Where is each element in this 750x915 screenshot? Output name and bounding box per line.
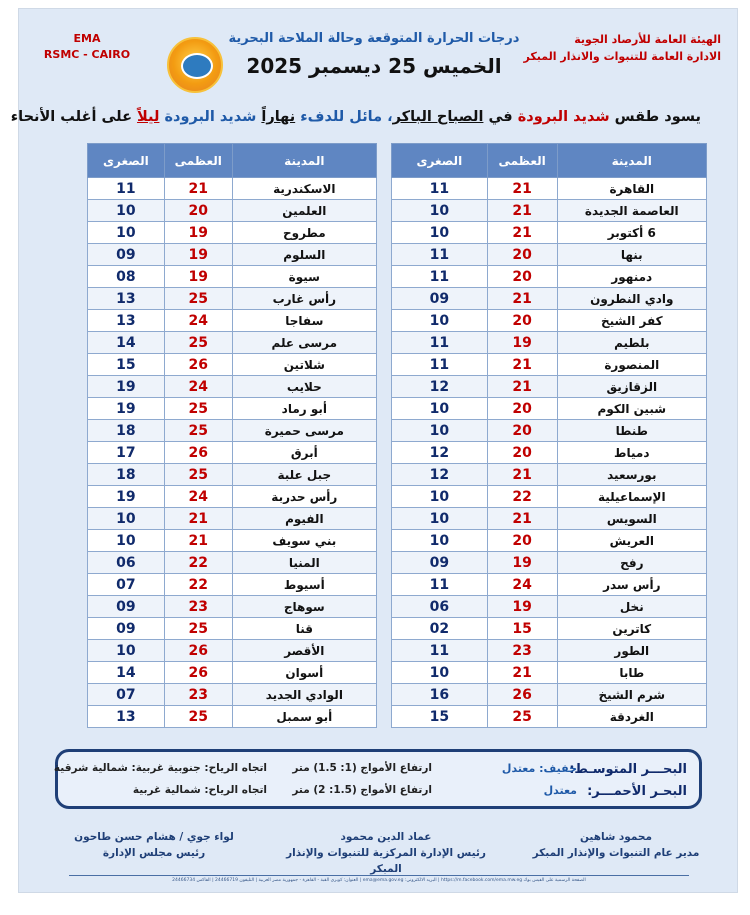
table-row (88, 288, 377, 310)
max-temp-cell: 21 (487, 376, 557, 398)
min-temp-cell: 10 (392, 486, 488, 508)
sea-conditions-box (55, 749, 702, 809)
city-cell: شلاتين (232, 354, 376, 376)
headline-part: نهاراً (261, 109, 296, 125)
table-row (392, 596, 707, 618)
city-cell: العلمين (232, 200, 376, 222)
min-temp-cell: 14 (88, 662, 165, 684)
table-row (392, 662, 707, 684)
max-temp-cell: 25 (487, 706, 557, 728)
min-temp-cell: 10 (88, 530, 165, 552)
min-temp-cell: 10 (88, 508, 165, 530)
mediterranean-label: البحـــر المتوسـط: (569, 762, 687, 777)
city-cell: مرسى علم (232, 332, 376, 354)
max-temp-cell: 26 (164, 354, 232, 376)
min-temp-cell: 09 (392, 552, 488, 574)
table-row (88, 398, 377, 420)
table-row (392, 398, 707, 420)
min-temp-cell: 10 (392, 398, 488, 420)
max-temp-cell: 25 (164, 420, 232, 442)
max-temp-cell: 25 (164, 618, 232, 640)
min-temp-cell: 10 (392, 222, 488, 244)
authority-line-1: الهيئة العامة للأرصاد الجوية (574, 33, 721, 46)
headline-part: شديد البرودة (517, 109, 610, 125)
max-temp-cell: 20 (487, 244, 557, 266)
city-cell: كاترين (557, 618, 706, 640)
rsmc-label: RSMC - CAIRO (43, 48, 131, 61)
table-row (392, 310, 707, 332)
table-row (392, 376, 707, 398)
table-row (88, 376, 377, 398)
table-row (88, 596, 377, 618)
red-sea-label: البحـر الأحمـــر: (587, 784, 687, 799)
signature-title: رئيس الإدارة المركزية للتنبوات والإنذار المبكر (286, 847, 486, 875)
city-cell: بورسعيد (557, 464, 706, 486)
city-cell: سوهاج (232, 596, 376, 618)
table-row (392, 618, 707, 640)
city-column-header: المدينة (232, 144, 376, 178)
footer-contact-line: الصفحة الرسمية على الفيس بوك https://m.facebook.com/ema.mw.eg | البريد الالكتروني: ema@ema.gov.eg | العنوان: كوبري القبة - القاهرة - جمهورية مصر العربية | التليفون 24466719 | الفاكس 24466734 (69, 875, 689, 883)
forecast-sheet (10, 8, 738, 893)
city-cell: الغردقة (557, 706, 706, 728)
table-row (88, 552, 377, 574)
min-temp-cell: 14 (88, 332, 165, 354)
max-temp-cell: 19 (164, 222, 232, 244)
max-column-header: العظمى (164, 144, 232, 178)
max-temp-cell: 19 (487, 332, 557, 354)
signature-title: مدير عام التنبوات والإنذار المبكر (532, 847, 700, 859)
table-row (392, 486, 707, 508)
max-temp-cell: 22 (164, 552, 232, 574)
city-cell: شبين الكوم (557, 398, 706, 420)
max-temp-cell: 19 (487, 552, 557, 574)
max-temp-cell: 24 (164, 310, 232, 332)
min-column-header: الصغرى (88, 144, 165, 178)
min-temp-cell: 15 (88, 354, 165, 376)
table-row (392, 508, 707, 530)
city-cell: أبرق (232, 442, 376, 464)
table-row (392, 464, 707, 486)
min-temp-cell: 10 (392, 508, 488, 530)
temperature-table-right (391, 143, 707, 728)
min-temp-cell: 19 (88, 486, 165, 508)
mediterranean-state: خفيف: معتدل (501, 762, 577, 775)
max-temp-cell: 21 (487, 508, 557, 530)
city-cell: بلطيم (557, 332, 706, 354)
city-cell: وادي النطرون (557, 288, 706, 310)
signature-forecast-director (511, 829, 721, 861)
table-row (392, 420, 707, 442)
authority-name (521, 31, 721, 65)
max-temp-cell: 19 (164, 244, 232, 266)
city-cell: كفر الشيخ (557, 310, 706, 332)
city-cell: مطروح (232, 222, 376, 244)
city-cell: دمياط (557, 442, 706, 464)
table-row (392, 706, 707, 728)
city-cell: 6 أكتوبر (557, 222, 706, 244)
city-cell: سيوة (232, 266, 376, 288)
red-sea-row (67, 784, 687, 802)
min-temp-cell: 10 (88, 200, 165, 222)
max-temp-cell: 23 (487, 640, 557, 662)
max-temp-cell: 25 (164, 398, 232, 420)
max-temp-cell: 19 (487, 596, 557, 618)
city-cell: رأس سدر (557, 574, 706, 596)
table-row (88, 354, 377, 376)
min-temp-cell: 19 (88, 398, 165, 420)
max-temp-cell: 20 (487, 530, 557, 552)
city-cell: طابا (557, 662, 706, 684)
table-row (88, 486, 377, 508)
max-temp-cell: 21 (487, 662, 557, 684)
city-cell: المنصورة (557, 354, 706, 376)
min-temp-cell: 11 (392, 244, 488, 266)
min-temp-cell: 18 (88, 420, 165, 442)
headline-part: ليلاً (137, 109, 160, 125)
city-cell: الزقازيق (557, 376, 706, 398)
max-temp-cell: 20 (164, 200, 232, 222)
max-temp-cell: 24 (164, 486, 232, 508)
min-temp-cell: 18 (88, 464, 165, 486)
min-temp-cell: 11 (392, 574, 488, 596)
table-row (392, 552, 707, 574)
headline-part: في (483, 109, 518, 125)
city-cell: سفاجا (232, 310, 376, 332)
min-temp-cell: 11 (392, 266, 488, 288)
max-temp-cell: 21 (487, 200, 557, 222)
min-temp-cell: 10 (392, 662, 488, 684)
ema-rsmc-label (41, 31, 133, 63)
min-temp-cell: 10 (392, 200, 488, 222)
city-cell: الفيوم (232, 508, 376, 530)
max-temp-cell: 21 (164, 530, 232, 552)
weather-headline (10, 109, 701, 125)
city-cell: رأس حدربة (232, 486, 376, 508)
table-row (88, 508, 377, 530)
red-sea-winds: اتجاه الرياح: شمالية غربية (132, 784, 267, 796)
min-temp-cell: 11 (88, 178, 165, 200)
headline-part: يسود طقس (609, 109, 701, 125)
table-row (392, 530, 707, 552)
table-row (392, 266, 707, 288)
headline-part: شديد البرودة (159, 109, 262, 125)
min-temp-cell: 16 (392, 684, 488, 706)
table-row (392, 178, 707, 200)
city-cell: مرسى حميرة (232, 420, 376, 442)
city-cell: رأس غارب (232, 288, 376, 310)
max-temp-cell: 23 (164, 596, 232, 618)
max-temp-cell: 22 (164, 574, 232, 596)
signature-title: رئيس مجلس الإدارة (102, 847, 206, 859)
table-row (88, 420, 377, 442)
city-cell: أسوان (232, 662, 376, 684)
city-cell: طنطا (557, 420, 706, 442)
max-temp-cell: 21 (164, 508, 232, 530)
red-sea-state: معتدل (543, 784, 577, 797)
min-temp-cell: 11 (392, 640, 488, 662)
max-temp-cell: 20 (487, 420, 557, 442)
signature-name: محمود شاهين (579, 831, 653, 843)
city-cell: الطور (557, 640, 706, 662)
city-cell: السلوم (232, 244, 376, 266)
max-temp-cell: 21 (487, 464, 557, 486)
forecast-date: الخميس 25 ديسمبر 2025 (246, 54, 502, 78)
city-cell: السويس (557, 508, 706, 530)
authority-line-2: الادارة العامة للتنبوات والانذار المبكر (523, 50, 721, 63)
min-temp-cell: 09 (392, 288, 488, 310)
min-temp-cell: 12 (392, 376, 488, 398)
table-row (392, 288, 707, 310)
city-cell: الإسماعيلية (557, 486, 706, 508)
min-temp-cell: 15 (392, 706, 488, 728)
table-row (88, 464, 377, 486)
city-cell: الأقصر (232, 640, 376, 662)
table-row (392, 442, 707, 464)
ema-logo-icon (167, 37, 223, 93)
min-temp-cell: 10 (88, 640, 165, 662)
min-temp-cell: 07 (88, 684, 165, 706)
min-temp-cell: 19 (88, 376, 165, 398)
city-cell: الوادي الجديد (232, 684, 376, 706)
city-cell: أبو سمبل (232, 706, 376, 728)
city-cell: بنها (557, 244, 706, 266)
city-cell: رفح (557, 552, 706, 574)
max-temp-cell: 25 (164, 288, 232, 310)
table-row (88, 574, 377, 596)
table-row (88, 332, 377, 354)
max-temp-cell: 20 (487, 442, 557, 464)
city-cell: القاهرة (557, 178, 706, 200)
table-row (88, 662, 377, 684)
table-row (392, 200, 707, 222)
max-temp-cell: 25 (164, 332, 232, 354)
min-temp-cell: 11 (392, 354, 488, 376)
table-row (88, 266, 377, 288)
max-temp-cell: 25 (164, 464, 232, 486)
max-temp-cell: 26 (164, 640, 232, 662)
city-cell: العاصمة الجديدة (557, 200, 706, 222)
min-temp-cell: 10 (88, 222, 165, 244)
city-cell: دمنهور (557, 266, 706, 288)
max-temp-cell: 21 (487, 354, 557, 376)
city-cell: المنيا (232, 552, 376, 574)
min-temp-cell: 13 (88, 706, 165, 728)
max-column-header: العظمى (487, 144, 557, 178)
table-row (392, 684, 707, 706)
min-temp-cell: 11 (392, 332, 488, 354)
min-temp-cell: 08 (88, 266, 165, 288)
headline-part: ، مائل للدفء (295, 109, 393, 125)
city-cell: نخل (557, 596, 706, 618)
city-cell: حلايب (232, 376, 376, 398)
mediterranean-row (53, 762, 687, 780)
min-temp-cell: 09 (88, 596, 165, 618)
table-row (392, 222, 707, 244)
min-temp-cell: 06 (392, 596, 488, 618)
city-cell: الاسكندرية (232, 178, 376, 200)
min-temp-cell: 10 (392, 310, 488, 332)
city-cell: قنا (232, 618, 376, 640)
temperature-table-left (87, 143, 377, 728)
max-temp-cell: 25 (164, 706, 232, 728)
table-row (88, 684, 377, 706)
table-row (88, 310, 377, 332)
table-row (88, 442, 377, 464)
city-cell: بني سويف (232, 530, 376, 552)
max-temp-cell: 26 (164, 662, 232, 684)
table-row (392, 574, 707, 596)
max-temp-cell: 24 (487, 574, 557, 596)
ema-label: EMA (73, 32, 101, 45)
table-row (88, 640, 377, 662)
table-row (88, 706, 377, 728)
min-temp-cell: 12 (392, 464, 488, 486)
city-cell: جبل علبة (232, 464, 376, 486)
mediterranean-waves: ارتفاع الأمواج (1: 1.5) متر (292, 762, 432, 774)
max-temp-cell: 21 (487, 288, 557, 310)
max-temp-cell: 26 (164, 442, 232, 464)
min-temp-cell: 09 (88, 618, 165, 640)
table-row (392, 332, 707, 354)
min-temp-cell: 17 (88, 442, 165, 464)
signature-name: عماد الدين محمود (340, 831, 432, 843)
min-temp-cell: 07 (88, 574, 165, 596)
max-temp-cell: 21 (487, 178, 557, 200)
max-temp-cell: 20 (487, 398, 557, 420)
min-temp-cell: 09 (88, 244, 165, 266)
table-row (88, 618, 377, 640)
min-temp-cell: 10 (392, 420, 488, 442)
mediterranean-winds: اتجاه الرياح: جنوبية غربية: شمالية شرقية (53, 762, 267, 774)
max-temp-cell: 21 (487, 222, 557, 244)
page-title: درجات الحرارة المتوقعة وحالة الملاحة البحرية (228, 31, 520, 46)
table-row (88, 178, 377, 200)
min-column-header: الصغرى (392, 144, 488, 178)
min-temp-cell: 11 (392, 178, 488, 200)
red-sea-waves: ارتفاع الأمواج (1.5: 2) متر (292, 784, 432, 796)
table-row (392, 244, 707, 266)
max-temp-cell: 26 (487, 684, 557, 706)
title-block (224, 31, 524, 78)
signature-chairman (49, 829, 259, 861)
city-cell: العريش (557, 530, 706, 552)
max-temp-cell: 23 (164, 684, 232, 706)
signature-name: لواء جوي / هشام حسن طاحون (74, 831, 234, 843)
max-temp-cell: 15 (487, 618, 557, 640)
headline-part: على أغلب الأنحاء (10, 109, 138, 125)
max-temp-cell: 19 (164, 266, 232, 288)
min-temp-cell: 12 (392, 442, 488, 464)
min-temp-cell: 06 (88, 552, 165, 574)
table-row (88, 222, 377, 244)
table-row (392, 640, 707, 662)
max-temp-cell: 20 (487, 266, 557, 288)
max-temp-cell: 21 (164, 178, 232, 200)
min-temp-cell: 10 (392, 530, 488, 552)
city-column-header: المدينة (557, 144, 706, 178)
table-row (88, 530, 377, 552)
min-temp-cell: 02 (392, 618, 488, 640)
city-cell: أبو رماد (232, 398, 376, 420)
min-temp-cell: 13 (88, 288, 165, 310)
city-cell: شرم الشيخ (557, 684, 706, 706)
table-row (88, 200, 377, 222)
table-row (88, 244, 377, 266)
city-cell: أسيوط (232, 574, 376, 596)
max-temp-cell: 24 (164, 376, 232, 398)
headline-part: الصباح الباكر (392, 109, 484, 125)
max-temp-cell: 22 (487, 486, 557, 508)
table-row (392, 354, 707, 376)
min-temp-cell: 13 (88, 310, 165, 332)
signature-central-head (281, 829, 491, 877)
max-temp-cell: 20 (487, 310, 557, 332)
